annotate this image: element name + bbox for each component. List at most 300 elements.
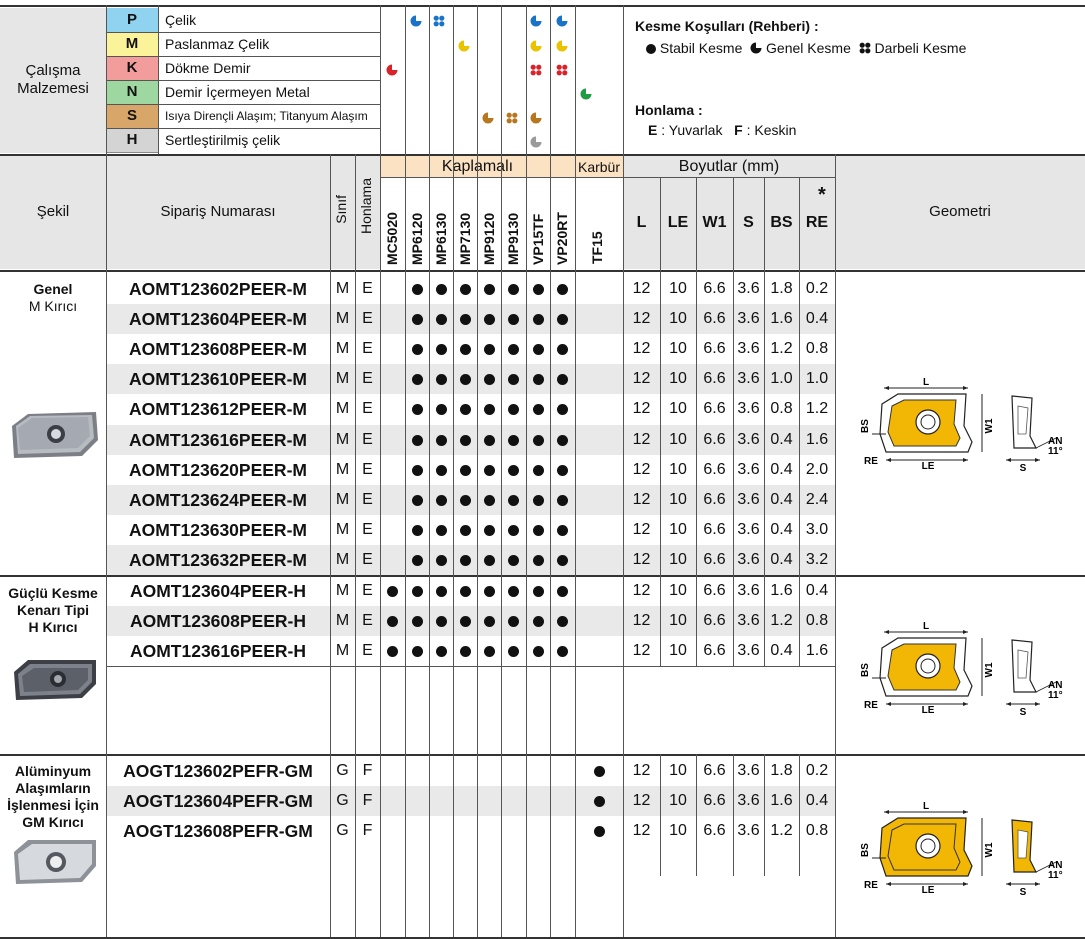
dim-value-w1: 6.6 — [703, 822, 726, 839]
material-name-h: Sertleştirilmiş çelik — [165, 132, 281, 148]
material-name-n: Demir İçermeyen Metal — [165, 84, 310, 100]
dim-value-le: 10 — [669, 822, 687, 839]
interrupted-cut-icon — [506, 111, 518, 123]
dim-value-w1: 6.6 — [703, 582, 726, 599]
legend-title: Kesme Koşulları (Rehberi) : — [635, 18, 819, 34]
availability-dot — [508, 465, 519, 476]
honing-value: E — [362, 280, 373, 297]
dim-value-bs: 1.6 — [770, 792, 793, 809]
class-value: G — [336, 792, 349, 809]
material-name-s: Isıya Dirençli Alaşım; Titanyum Alaşım — [165, 109, 368, 123]
honing-value: E — [362, 612, 373, 629]
availability-dot — [484, 555, 495, 566]
availability-dot — [508, 525, 519, 536]
availability-dot — [436, 314, 447, 325]
grade-header-mc5020: MC5020 — [384, 212, 400, 265]
honing-value: E — [362, 491, 373, 508]
availability-dot — [557, 465, 568, 476]
general-cut-icon — [458, 39, 470, 51]
carbide-header: Karbür — [577, 159, 621, 175]
availability-dot — [412, 495, 423, 506]
geo-label-l: L — [922, 377, 930, 388]
order-number: AOMT123604PEER-M — [129, 309, 307, 329]
availability-dot — [557, 525, 568, 536]
honing-value: E — [362, 642, 373, 659]
availability-dot — [557, 284, 568, 295]
availability-dot — [484, 586, 495, 597]
grade-header-mp9120: MP9120 — [481, 212, 497, 265]
section-title-gm — [0, 763, 106, 831]
availability-dot — [557, 404, 568, 415]
availability-dot — [533, 314, 544, 325]
availability-dot — [412, 465, 423, 476]
availability-dot — [460, 374, 471, 385]
availability-dot — [412, 404, 423, 415]
availability-dot — [557, 374, 568, 385]
availability-dot — [484, 646, 495, 657]
dim-value-l: 12 — [632, 792, 651, 809]
class-value: M — [335, 521, 350, 538]
dim-value-s: 3.6 — [737, 431, 760, 448]
section-gm-line3: İşlenmesi İçin — [7, 797, 99, 813]
availability-dot — [484, 374, 495, 385]
availability-dot — [436, 525, 447, 536]
material-code-m: M — [106, 32, 158, 57]
insert-photo-h — [10, 654, 100, 704]
order-number: AOMT123610PEER-M — [129, 369, 307, 389]
class-value: M — [335, 280, 350, 297]
svg-text:BS: BS — [860, 419, 871, 433]
availability-dot — [460, 314, 471, 325]
honing-legend: E : Yuvarlak F : Keskin — [648, 122, 797, 138]
dim-header-bs: BS — [770, 214, 793, 231]
dim-value-l: 12 — [632, 461, 651, 478]
general-cut-icon — [580, 87, 592, 99]
dim-value-l: 12 — [632, 340, 651, 357]
stable-icon — [646, 44, 656, 54]
class-value: M — [335, 340, 350, 357]
dim-value-bs: 0.4 — [770, 551, 793, 568]
section-title-h — [0, 585, 106, 636]
dim-value-s: 3.6 — [737, 612, 760, 629]
order-number: AOGT123604PEFR-GM — [123, 791, 313, 811]
availability-dot — [484, 465, 495, 476]
availability-dot — [436, 465, 447, 476]
svg-text:RE: RE — [864, 880, 878, 891]
dim-value-w1: 6.6 — [703, 521, 726, 538]
dim-value-re: 0.4 — [805, 582, 829, 599]
re-asterisk: * — [818, 184, 826, 206]
availability-dot — [436, 344, 447, 355]
geometry-drawing-m — [846, 376, 1071, 481]
dim-value-le: 10 — [669, 431, 687, 448]
dim-value-bs: 1.2 — [770, 612, 793, 629]
dim-value-l: 12 — [632, 431, 651, 448]
availability-dot — [533, 465, 544, 476]
dim-value-re: 0.4 — [805, 310, 829, 327]
availability-dot — [484, 435, 495, 446]
order-number: AOMT123608PEER-H — [129, 611, 307, 631]
availability-dot — [484, 284, 495, 295]
dim-value-bs: 1.2 — [770, 340, 793, 357]
interrupted-cut-icon — [530, 63, 542, 75]
availability-dot — [436, 616, 447, 627]
availability-dot — [436, 555, 447, 566]
geometry-drawing-h — [846, 620, 1071, 725]
interrupted-cut-icon — [433, 14, 445, 26]
dim-value-re: 3.2 — [805, 551, 829, 568]
dim-value-l: 12 — [632, 762, 651, 779]
svg-text:AN: AN — [1048, 860, 1063, 871]
availability-dot — [460, 525, 471, 536]
section-h-line2: Kenarı Tipi — [16, 602, 90, 618]
dim-value-re: 0.8 — [805, 340, 829, 357]
honing-value: F — [362, 822, 373, 839]
honing-value: E — [362, 431, 373, 448]
general-cut-icon — [530, 39, 542, 51]
availability-dot — [508, 374, 519, 385]
availability-dot — [557, 435, 568, 446]
dim-value-le: 10 — [669, 551, 687, 568]
availability-dot — [557, 344, 568, 355]
availability-dot — [533, 495, 544, 506]
general-cut-icon — [386, 63, 398, 75]
svg-text:BS: BS — [860, 843, 871, 857]
availability-dot — [436, 404, 447, 415]
general-cut-icon — [530, 111, 542, 123]
honing-legend-title: Honlama : — [635, 102, 703, 118]
availability-dot — [533, 435, 544, 446]
availability-dot — [460, 344, 471, 355]
dim-value-bs: 1.8 — [770, 280, 793, 297]
dim-value-le: 10 — [669, 762, 687, 779]
dim-value-s: 3.6 — [737, 400, 760, 417]
interrupted-cut-icon — [556, 63, 568, 75]
svg-text:S: S — [1019, 463, 1027, 474]
availability-dot — [412, 646, 423, 657]
dim-header-w1: W1 — [702, 214, 727, 231]
availability-dot — [412, 374, 423, 385]
order-number: AOGT123608PEFR-GM — [123, 821, 313, 841]
material-code-k: K — [106, 56, 158, 81]
legend-stable: Stabil Kesme — [659, 40, 743, 56]
honing-value: E — [362, 370, 373, 387]
dim-value-s: 3.6 — [737, 370, 760, 387]
dim-value-s: 3.6 — [737, 280, 760, 297]
general-cut-icon — [482, 111, 494, 123]
dim-value-re: 2.4 — [805, 491, 829, 508]
general-cut-icon — [556, 14, 568, 26]
dim-value-re: 1.6 — [805, 642, 829, 659]
svg-text:S: S — [1019, 707, 1027, 718]
availability-dot — [484, 525, 495, 536]
dim-value-w1: 6.6 — [703, 431, 726, 448]
honing-value: E — [362, 461, 373, 478]
honing-value: E — [362, 340, 373, 357]
dim-value-l: 12 — [632, 612, 651, 629]
dim-value-le: 10 — [669, 612, 687, 629]
dim-value-bs: 0.4 — [770, 461, 793, 478]
material-name-k: Dökme Demir — [165, 60, 251, 76]
section-m-line1: Genel — [33, 281, 73, 297]
honing-value: E — [362, 551, 373, 568]
availability-dot — [460, 646, 471, 657]
availability-dot — [412, 525, 423, 536]
dim-value-bs: 1.6 — [770, 310, 793, 327]
dim-value-le: 10 — [669, 310, 687, 327]
class-value: G — [336, 762, 349, 779]
general-cut-icon — [556, 39, 568, 51]
dim-value-s: 3.6 — [737, 521, 760, 538]
material-code-n: N — [106, 80, 158, 105]
dim-header-re: RE — [805, 214, 829, 231]
section-h-line3: H Kırıcı — [28, 619, 78, 635]
dim-value-l: 12 — [632, 400, 651, 417]
dim-value-bs: 0.8 — [770, 400, 793, 417]
dim-value-w1: 6.6 — [703, 280, 726, 297]
availability-dot — [557, 586, 568, 597]
dim-value-s: 3.6 — [737, 491, 760, 508]
class-value: M — [335, 370, 350, 387]
dim-value-re: 0.8 — [805, 822, 829, 839]
availability-dot — [412, 435, 423, 446]
availability-dot — [412, 616, 423, 627]
order-number: AOMT123620PEER-M — [129, 460, 307, 480]
section-title-m — [0, 281, 106, 315]
availability-dot — [508, 586, 519, 597]
material-code-s: S — [106, 104, 158, 129]
honing-e-code: E — [648, 122, 658, 138]
dim-value-l: 12 — [632, 642, 651, 659]
availability-dot — [557, 646, 568, 657]
class-value: G — [336, 822, 349, 839]
dim-value-l: 12 — [632, 310, 651, 327]
shape-header: Şekil — [36, 203, 70, 220]
availability-dot — [412, 284, 423, 295]
dim-value-l: 12 — [632, 280, 651, 297]
dim-value-w1: 6.6 — [703, 310, 726, 327]
availability-dot — [484, 314, 495, 325]
material-code-h: H — [106, 128, 158, 153]
general-cut-icon — [410, 14, 422, 26]
grade-header-vp15tf: VP15TF — [530, 213, 546, 265]
dim-header-s: S — [743, 214, 754, 231]
availability-dot — [436, 646, 447, 657]
availability-dot — [484, 344, 495, 355]
class-header: Sınıf — [333, 195, 349, 224]
dim-value-s: 3.6 — [737, 762, 760, 779]
dim-value-re: 3.0 — [805, 521, 829, 538]
dim-value-w1: 6.6 — [703, 792, 726, 809]
dim-value-s: 3.6 — [737, 461, 760, 478]
general-cut-icon — [530, 135, 542, 147]
svg-text:LE: LE — [921, 461, 935, 472]
class-value: M — [335, 400, 350, 417]
legend-interrupted: Darbeli Kesme — [874, 40, 967, 56]
honing-value: E — [362, 400, 373, 417]
class-value: M — [335, 431, 350, 448]
order-number: AOMT123624PEER-M — [129, 490, 307, 510]
availability-dot — [557, 616, 568, 627]
availability-dot — [436, 435, 447, 446]
legend-conditions — [646, 40, 966, 56]
general-cut-icon — [750, 42, 762, 54]
dim-value-bs: 0.4 — [770, 521, 793, 538]
svg-text:AN: AN — [1048, 436, 1063, 447]
availability-dot — [412, 555, 423, 566]
availability-dot — [594, 766, 605, 777]
legend-general: Genel Kesme — [766, 40, 851, 56]
honing-value: E — [362, 310, 373, 327]
material-code-p: P — [106, 8, 158, 33]
availability-dot — [508, 284, 519, 295]
dim-value-w1: 6.6 — [703, 491, 726, 508]
interrupted-cut-icon — [859, 42, 871, 54]
coated-header: Kaplamalı — [441, 158, 514, 175]
availability-dot — [594, 826, 605, 837]
availability-dot — [533, 525, 544, 536]
availability-dot — [508, 435, 519, 446]
dim-value-le: 10 — [669, 642, 687, 659]
general-cut-icon — [530, 14, 542, 26]
grade-header-mp6130: MP6130 — [433, 212, 449, 265]
availability-dot — [436, 284, 447, 295]
dim-value-bs: 0.4 — [770, 491, 793, 508]
dim-header-l: L — [636, 214, 647, 231]
work-material-label: Çalışma Malzemesi — [17, 62, 89, 97]
availability-dot — [533, 404, 544, 415]
availability-dot — [533, 284, 544, 295]
class-value: M — [335, 642, 350, 659]
order-number: AOMT123612PEER-M — [129, 399, 307, 419]
dim-value-bs: 1.2 — [770, 822, 793, 839]
availability-dot — [412, 586, 423, 597]
dim-value-s: 3.6 — [737, 582, 760, 599]
grade-header-mp9130: MP9130 — [505, 212, 521, 265]
material-name-p: Çelik — [165, 12, 197, 28]
availability-dot — [557, 555, 568, 566]
class-value: M — [335, 310, 350, 327]
order-number: AOMT123616PEER-M — [129, 430, 307, 450]
availability-dot — [508, 344, 519, 355]
dimensions-header: Boyutlar (mm) — [678, 158, 780, 175]
order-number: AOMT123608PEER-M — [129, 339, 307, 359]
availability-dot — [460, 435, 471, 446]
dim-value-bs: 1.8 — [770, 762, 793, 779]
availability-dot — [533, 374, 544, 385]
order-number: AOMT123604PEER-H — [129, 581, 307, 601]
geo-label-l: L — [922, 801, 930, 812]
dim-value-re: 0.2 — [805, 280, 829, 297]
availability-dot — [387, 616, 398, 627]
honing-f-code: F — [734, 122, 743, 138]
availability-dot — [460, 284, 471, 295]
availability-dot — [412, 344, 423, 355]
availability-dot — [436, 495, 447, 506]
material-name-m: Paslanmaz Çelik — [165, 36, 270, 52]
svg-text:AN: AN — [1048, 680, 1063, 691]
dim-value-s: 3.6 — [737, 642, 760, 659]
dim-value-le: 10 — [669, 461, 687, 478]
dim-value-bs: 1.0 — [770, 370, 793, 387]
dim-value-bs: 0.4 — [770, 642, 793, 659]
dim-value-re: 2.0 — [805, 461, 829, 478]
availability-dot — [533, 616, 544, 627]
svg-text:LE: LE — [921, 885, 935, 896]
dim-value-le: 10 — [669, 370, 687, 387]
dim-value-l: 12 — [632, 822, 651, 839]
svg-text:W1: W1 — [984, 842, 995, 858]
grade-header-mp7130: MP7130 — [457, 212, 473, 265]
geometry-header: Geometri — [929, 203, 991, 220]
section-gm-line4: GM Kırıcı — [22, 814, 84, 830]
grade-header-mp6120: MP6120 — [409, 212, 425, 265]
svg-text:11°: 11° — [1048, 446, 1063, 457]
order-number: AOGT123602PEFR-GM — [123, 761, 313, 781]
order-number: AOMT123632PEER-M — [129, 550, 307, 570]
class-value: M — [335, 491, 350, 508]
dim-value-le: 10 — [669, 582, 687, 599]
availability-dot — [533, 586, 544, 597]
dim-value-w1: 6.6 — [703, 762, 726, 779]
order-number-header: Sipariş Numarası — [160, 203, 276, 220]
svg-text:W1: W1 — [984, 662, 995, 678]
dim-value-re: 0.2 — [805, 762, 829, 779]
availability-dot — [387, 586, 398, 597]
availability-dot — [460, 586, 471, 597]
dim-value-s: 3.6 — [737, 792, 760, 809]
dim-value-le: 10 — [669, 280, 687, 297]
dim-value-bs: 0.4 — [770, 431, 793, 448]
insert-photo-m — [8, 408, 100, 463]
dim-value-re: 1.6 — [805, 431, 829, 448]
dim-value-bs: 1.6 — [770, 582, 793, 599]
svg-text:BS: BS — [860, 663, 871, 677]
order-number: AOMT123630PEER-M — [129, 520, 307, 540]
dim-header-le: LE — [667, 214, 689, 231]
dim-value-w1: 6.6 — [703, 612, 726, 629]
dim-value-l: 12 — [632, 521, 651, 538]
dim-value-l: 12 — [632, 582, 651, 599]
honing-value: F — [362, 792, 373, 809]
class-value: M — [335, 582, 350, 599]
svg-text:W1: W1 — [984, 418, 995, 434]
svg-text:11°: 11° — [1048, 870, 1063, 881]
section-gm-line2: Alaşımların — [15, 780, 91, 796]
dim-value-le: 10 — [669, 521, 687, 538]
dim-value-l: 12 — [632, 551, 651, 568]
availability-dot — [594, 796, 605, 807]
class-value: M — [335, 612, 350, 629]
dim-value-w1: 6.6 — [703, 370, 726, 387]
section-m-line2: M Kırıcı — [28, 298, 78, 314]
grade-header-tf15: TF15 — [589, 231, 605, 264]
dim-value-l: 12 — [632, 491, 651, 508]
availability-dot — [508, 404, 519, 415]
section-h-line1: Güçlü Kesme — [8, 585, 98, 601]
dim-value-s: 3.6 — [737, 822, 760, 839]
dim-value-le: 10 — [669, 400, 687, 417]
availability-dot — [387, 646, 398, 657]
dim-value-s: 3.6 — [737, 551, 760, 568]
dim-value-w1: 6.6 — [703, 642, 726, 659]
availability-dot — [460, 495, 471, 506]
dim-value-w1: 6.6 — [703, 400, 726, 417]
availability-dot — [508, 314, 519, 325]
dim-value-s: 3.6 — [737, 340, 760, 357]
dim-value-w1: 6.6 — [703, 461, 726, 478]
availability-dot — [508, 555, 519, 566]
